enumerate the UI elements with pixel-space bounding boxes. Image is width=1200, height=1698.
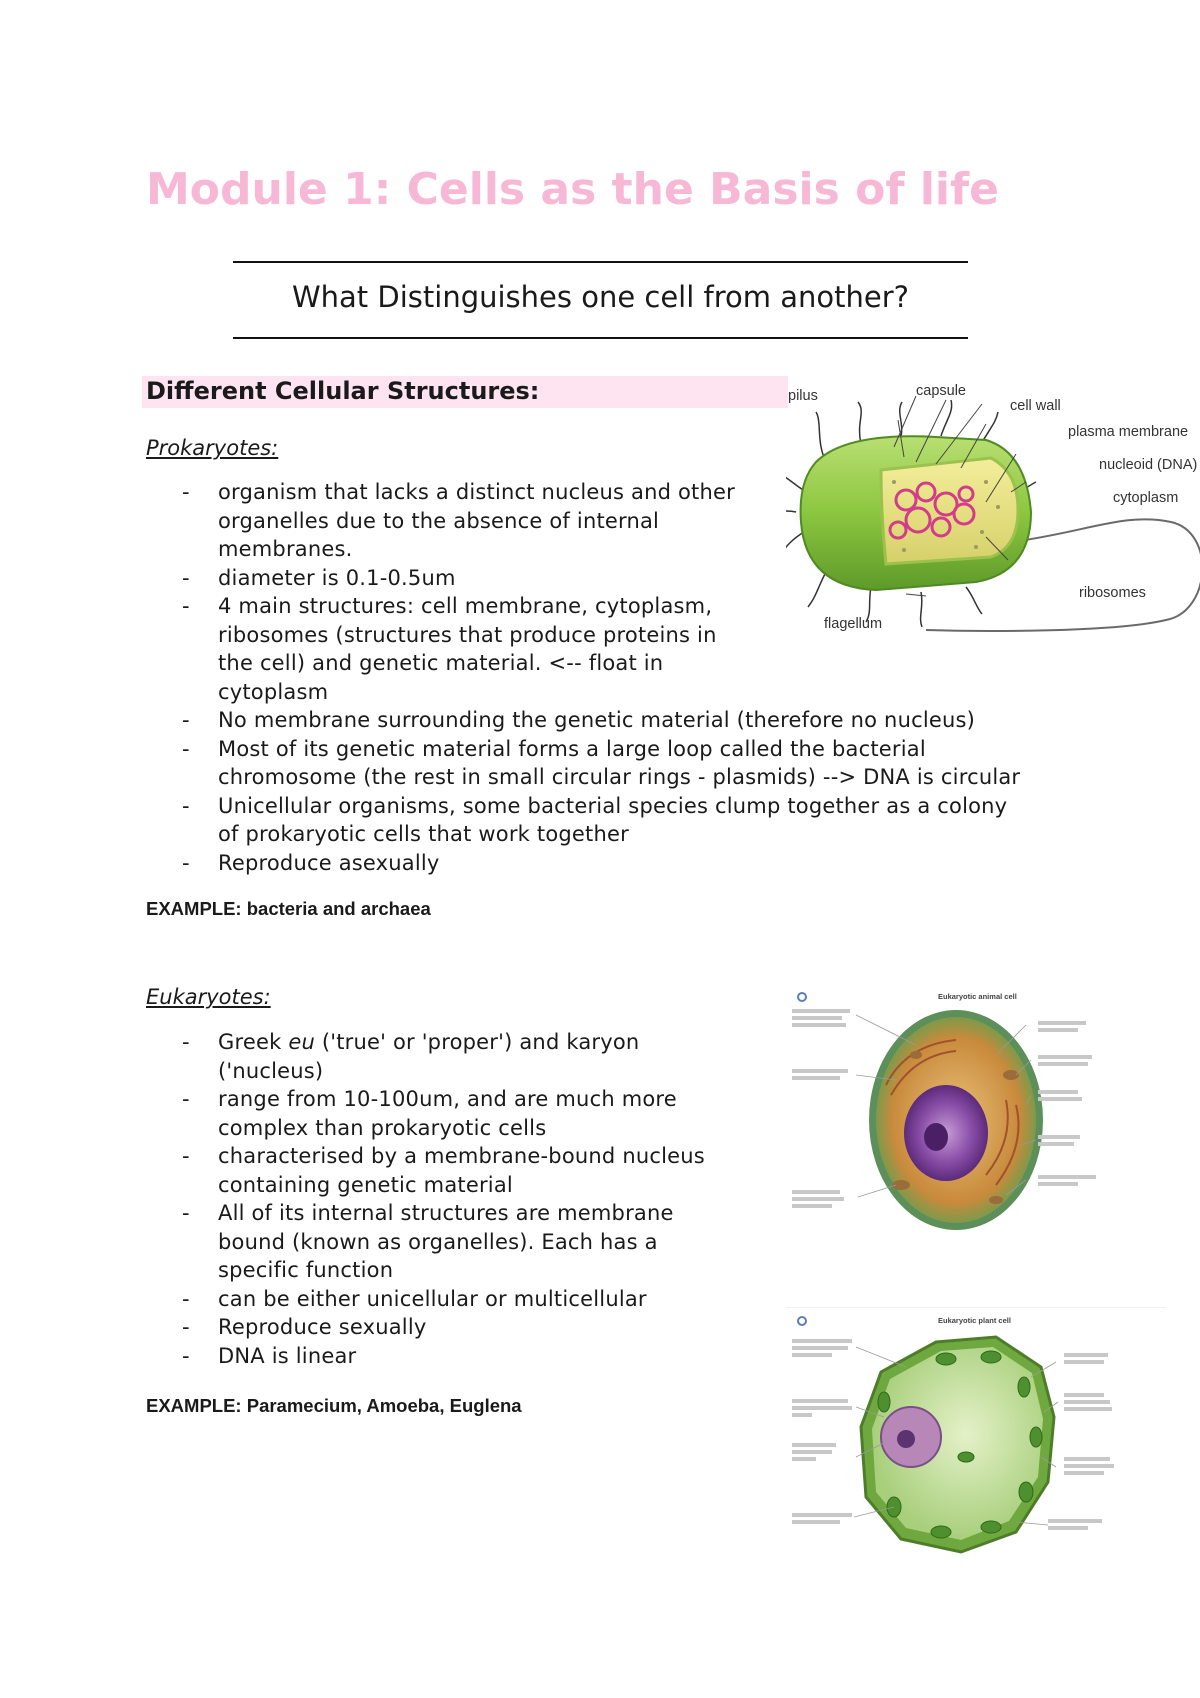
section-heading: Different Cellular Structures: (146, 377, 540, 405)
eukaryotes-bullet (0, 1057, 705, 1086)
bullet-text: Greek (218, 1030, 289, 1054)
bullet-text: All of its internal structures are membrane (218, 1201, 674, 1225)
bullet-dash: - (182, 736, 190, 761)
bullet-dash: - (182, 1315, 190, 1339)
plant-cell-diagram (786, 1307, 1174, 1567)
top-rule (233, 261, 968, 263)
eukaryotes-bullet (0, 1256, 705, 1285)
bullet-text: DNA is linear (218, 1343, 357, 1368)
bullet-text: cytoplasm (218, 679, 329, 704)
prokaryotes-bullet (0, 763, 1020, 792)
bullet-text: complex than prokaryotic cells (218, 1115, 547, 1140)
prokaryotes-bullet (0, 792, 1020, 821)
eukaryotes-heading: Eukaryotes: (146, 985, 271, 1009)
page-title: Module 1: Cells as the Basis of life (146, 164, 999, 215)
eukaryotes-bullet (0, 1342, 705, 1371)
eukaryotes-bullet (0, 1228, 705, 1257)
prokaryotes-example: EXAMPLE: bacteria and archaea (146, 898, 431, 919)
bullet-text: the cell) and genetic material. <-- float in (218, 651, 664, 675)
bullet-text: Most of its genetic material forms a large loop called the bacterial (218, 736, 926, 761)
bullet-dash: - (182, 1286, 190, 1311)
eukaryotes-bullet (0, 1171, 705, 1200)
animal-cell-title: Eukaryotic animal cell (938, 992, 1017, 1001)
bullet-emphasis: eu (288, 1030, 315, 1054)
bullet-dash: - (182, 565, 190, 590)
prokaryotes-bullet (0, 849, 1020, 878)
prokaryotes-bullet (0, 820, 1020, 849)
bottom-rule (233, 337, 968, 339)
bullet-text: chromosome (the rest in small circular rings - plasmids) --> DNA is circular (218, 765, 1021, 789)
plasma-membrane-label: plasma membrane (1068, 424, 1189, 440)
prokaryotes-heading: Prokaryotes: (146, 436, 279, 460)
cytoplasm-label: cytoplasm (1113, 490, 1179, 506)
bullet-text: Reproduce asexually (218, 850, 440, 875)
eukaryotes-bullet (0, 1199, 705, 1228)
question-heading: What Distinguishes one cell from another? (291, 280, 910, 314)
capsule-label: capsule (916, 383, 966, 399)
bullet-text: can be either unicellular or multicellular (218, 1286, 647, 1311)
bullet-dash: - (182, 793, 190, 818)
eukaryotes-bullet (0, 1028, 705, 1057)
ribosomes-label: ribosomes (1079, 585, 1146, 601)
pilus-label: pilus (788, 388, 818, 404)
bullet-text: specific function (218, 1258, 394, 1282)
bullet-text: ribosomes (structures that produce proteins in (218, 622, 717, 647)
eukaryotes-example: EXAMPLE: Paramecium, Amoeba, Euglena (146, 1395, 522, 1416)
bullet-dash: - (182, 1087, 190, 1111)
bullet-text: 4 main structures: cell membrane, cytoplasm, (218, 594, 713, 618)
bullet-text: ('nucleus) (218, 1058, 324, 1083)
bullet-dash: - (182, 708, 190, 732)
cell-wall-label: cell wall (1010, 398, 1061, 414)
bullet-dash: - (182, 1144, 190, 1168)
bullet-text: range from 10-100um, and are much more (218, 1087, 677, 1111)
bullet-text: characterised by a membrane-bound nucleus (218, 1144, 705, 1168)
bullet-dash: - (182, 1343, 190, 1368)
eukaryotes-list (0, 1028, 705, 1370)
bullet-text: membranes. (218, 537, 353, 561)
bullet-text: organism that lacks a distinct nucleus and other (218, 480, 735, 504)
nucleoid-label: nucleoid (DNA) (1099, 457, 1198, 473)
plant-cell-title: Eukaryotic plant cell (938, 1316, 1011, 1325)
bacterium-diagram (786, 382, 1200, 644)
eukaryotes-bullet (0, 1142, 705, 1171)
bullet-text: diameter is 0.1-0.5um (218, 565, 456, 590)
bullet-text: of prokaryotic cells that work together (218, 822, 629, 846)
bullet-text: Unicellular organisms, some bacterial species clump together as a colony (218, 793, 1008, 818)
eukaryotes-bullet (0, 1285, 705, 1314)
animal-cell-diagram (786, 985, 1174, 1247)
bullet-text: organelles due to the absence of internal (218, 508, 660, 533)
bullet-dash: - (182, 594, 190, 618)
bullet-dash: - (182, 1201, 190, 1225)
bullet-dash: - (182, 480, 190, 504)
bullet-text: containing genetic material (218, 1172, 513, 1197)
prokaryotes-bullet (0, 649, 1020, 678)
eukaryotes-bullet (0, 1085, 705, 1114)
eukaryotes-bullet (0, 1313, 705, 1342)
bullet-text: bound (known as organelles). Each has a (218, 1229, 658, 1254)
bullet-text: No membrane surrounding the genetic material (therefore no nucleus) (218, 708, 976, 732)
prokaryotes-bullet (0, 706, 1020, 735)
flagellum-label: flagellum (824, 616, 883, 632)
bullet-text: ('true' or 'proper') and karyon (314, 1030, 640, 1054)
eukaryotes-bullet (0, 1114, 705, 1143)
bullet-text: Reproduce sexually (218, 1315, 427, 1339)
bullet-dash: - (182, 850, 190, 875)
bullet-dash: - (182, 1030, 190, 1054)
prokaryotes-bullet (0, 678, 1020, 707)
prokaryotes-bullet (0, 735, 1020, 764)
